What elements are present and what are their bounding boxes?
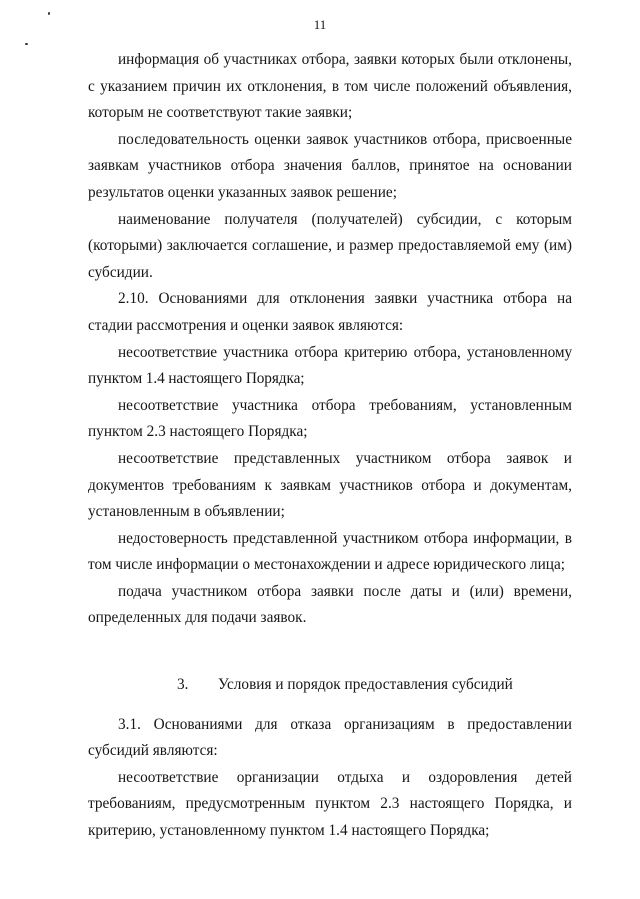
section-spacer [88, 632, 572, 672]
document-body [88, 47, 572, 845]
section-spacer [88, 699, 572, 712]
paragraph: последовательность оценки заявок участников отбора, присвоенные заявкам участников отбора значения баллов, принятое на основании результатов оценки указанных заявок решение; [88, 130, 572, 201]
section-title: Условия и порядок предоставления субсидий [218, 676, 513, 694]
paragraph: подача участником отбора заявки после даты и (или) времени, определенных для подачи заявок. [88, 582, 572, 627]
paragraph: несоответствие участника отбора критерию отбора, установленному пунктом 1.4 настоящего Порядка; [88, 343, 572, 388]
paragraph: 2.10. Основаниями для отклонения заявки участника отбора на стадии рассмотрения и оценки заявок являются: [88, 290, 572, 334]
section-heading [88, 672, 572, 699]
paragraph: несоответствие организации отдыха и оздоровления детей требованиям, предусмотренным пунктом 2.3 настоящего Порядка, и критерию, установленному пунктом 1.4 настоящего Порядка; [88, 768, 572, 840]
page-number: 11 [313, 17, 327, 32]
paragraph: 3.1. Основаниями для отказа организациям в предоставлении субсидий являются: [88, 715, 572, 760]
paragraph: наименование получателя (получателей) субсидии, с которым (которыми) заключается соглашение, и размер предоставляемой ему (им) субсидии. [88, 210, 572, 281]
paragraph: несоответствие участника отбора требованиям, установленным пунктом 2.3 настоящего Порядка; [88, 396, 572, 441]
paragraph: несоответствие представленных участником отбора заявок и документов требованиям к заявкам участников отбора и документам, установленным в объявлении; [88, 449, 572, 521]
scan-speck [48, 12, 50, 15]
section-number: 3. [177, 676, 189, 694]
paragraph: информация об участниках отбора, заявки которых были отклонены, с указанием причин их отклонения, в том числе положений объявления, которым не соответствуют такие заявки; [88, 51, 572, 122]
paragraph: недостоверность представленной участником отбора информации, в том числе информации о местонахождении и адресе юридического лица; [88, 529, 572, 574]
scan-speck [25, 43, 28, 45]
